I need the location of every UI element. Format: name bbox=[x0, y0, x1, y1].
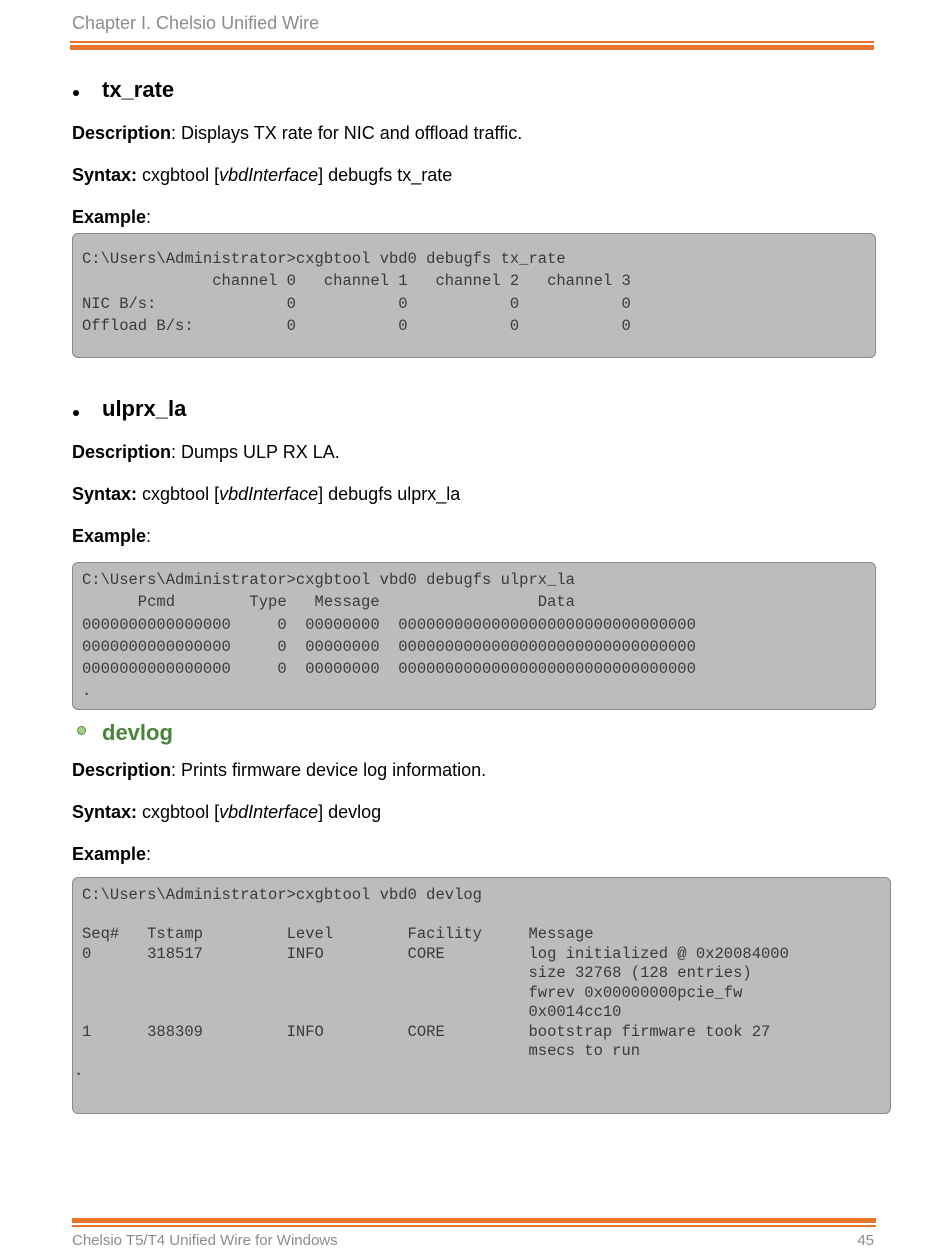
footer-doc-title: Chelsio T5/T4 Unified Wire for Windows bbox=[72, 1232, 338, 1249]
bullet-icon bbox=[73, 410, 79, 416]
code-text-ulprx-la: C:\Users\Administrator>cxgbtool vbd0 debugfs ulprx_la Pcmd Type Message Data 0000000000000000 0 00000000 00000000000000000000000000000000 0000000000000000 0 00000000 00000000000000000000000000000000 0000000000000000 0 00000000 00000000000000000000000000000000 . bbox=[82, 571, 696, 701]
description-devlog: Description: Prints firmware device log information. bbox=[72, 760, 487, 780]
code-text-tx-rate: C:\Users\Administrator>cxgbtool vbd0 debugfs tx_rate channel 0 channel 1 channel 2 channel 3 NIC B/s: 0 0 0 0 Offload B/s: 0 0 0 0 bbox=[82, 250, 631, 335]
page-number: 45 bbox=[857, 1232, 874, 1249]
footer-rule-thick bbox=[72, 1218, 876, 1223]
code-table-devlog: Seq# Tstamp Level Facility Message 0 318517 INFO CORE log initialized @ 0x20084000 size 32768 (128 entries) fwrev 0x00000000pcie_fw 0x0014cc10 1 388309 INFO CORE bootstrap firmware took 27 msecs to run bbox=[82, 925, 789, 1060]
description-tx-rate: Description: Displays TX rate for NIC and offload traffic. bbox=[72, 123, 523, 143]
example-label-devlog: Example: bbox=[72, 844, 152, 864]
header-rule-thin bbox=[70, 41, 874, 43]
description-ulprx-la: Description: Dumps ULP RX LA. bbox=[72, 442, 340, 462]
section-heading-ulprx-la: ulprx_la bbox=[102, 396, 187, 421]
code-command-devlog: C:\Users\Administrator>cxgbtool vbd0 devlog bbox=[82, 886, 482, 904]
code-block-ulprx-la bbox=[72, 562, 876, 710]
section-heading-tx-rate: tx_rate bbox=[102, 77, 175, 102]
syntax-tx-rate: Syntax: cxgbtool [vbdInterface] debugfs tx_rate bbox=[72, 165, 453, 185]
code-block-tx-rate bbox=[72, 233, 876, 358]
code-tail-devlog: . bbox=[74, 1062, 84, 1080]
bullet-icon bbox=[73, 90, 79, 96]
code-block-devlog bbox=[72, 877, 891, 1114]
header-rule-thick bbox=[70, 45, 874, 50]
syntax-ulprx-la: Syntax: cxgbtool [vbdInterface] debugfs ulprx_la bbox=[72, 484, 461, 504]
example-label-tx-rate: Example: bbox=[72, 207, 152, 227]
footer-rule-thin bbox=[72, 1225, 876, 1227]
syntax-devlog: Syntax: cxgbtool [vbdInterface] devlog bbox=[72, 802, 382, 822]
bullet-icon bbox=[77, 726, 86, 735]
chapter-header: Chapter I. Chelsio Unified Wire bbox=[72, 13, 320, 33]
section-heading-devlog: devlog bbox=[102, 720, 173, 745]
example-label-ulprx-la: Example: bbox=[72, 526, 152, 546]
